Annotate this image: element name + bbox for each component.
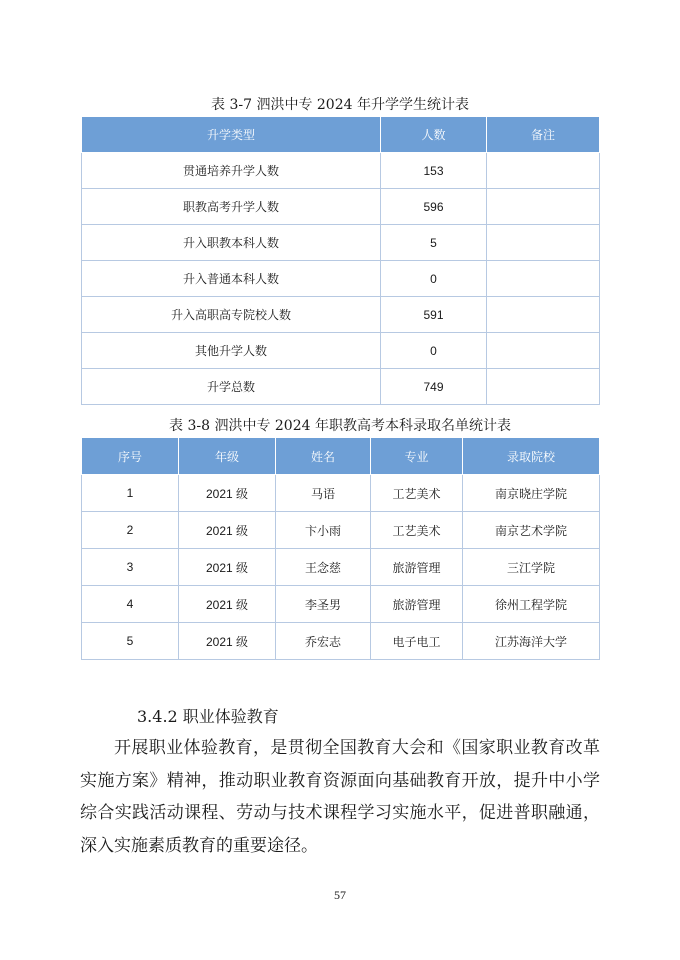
table-cell: 贯通培养升学人数 xyxy=(82,153,381,189)
table-row xyxy=(82,225,600,261)
table-cell: 升入普通本科人数 xyxy=(82,261,381,297)
table-3-7-caption: 表 3-7 泗洪中专 2024 年升学学生统计表 xyxy=(211,97,469,113)
section-heading: 3.4.2 职业体验教育 xyxy=(137,707,279,726)
table-cell: 职教高考升学人数 xyxy=(82,189,381,225)
table-cell xyxy=(487,189,600,225)
table-row xyxy=(82,586,600,623)
table-cell: 南京晓庄学院 xyxy=(463,475,600,512)
table-cell xyxy=(487,297,600,333)
table-cell: 徐州工程学院 xyxy=(463,586,600,623)
table-cell: 升学总数 xyxy=(82,369,381,405)
table-cell xyxy=(487,369,600,405)
table-row xyxy=(82,512,600,549)
table-cell: 旅游管理 xyxy=(371,549,463,586)
table-cell: 596 xyxy=(381,189,487,225)
table-row xyxy=(82,153,600,189)
table-cell: 1 xyxy=(82,475,179,512)
table-cell xyxy=(487,333,600,369)
table-cell: 2021 级 xyxy=(179,623,276,660)
table-cell: 2021 级 xyxy=(179,475,276,512)
table-cell: 江苏海洋大学 xyxy=(463,623,600,660)
table-cell: 153 xyxy=(381,153,487,189)
table-cell: 工艺美术 xyxy=(371,512,463,549)
body-paragraph: 开展职业体验教育，是贯彻全国教育大会和《国家职业教育改革实施方案》精神，推动职业教育资源面向基础教育开放，提升中小学综合实践活动课程、劳动与技术课程学习实施水平，促进普职融通，深入实施素质教育的重要途径。 xyxy=(80,738,600,856)
table-cell: 电子电工 xyxy=(371,623,463,660)
table-cell: 4 xyxy=(82,586,179,623)
table-row xyxy=(82,333,600,369)
table-cell xyxy=(487,225,600,261)
table-cell: 其他升学人数 xyxy=(82,333,381,369)
table-cell: 591 xyxy=(381,297,487,333)
table-row xyxy=(82,475,600,512)
table-cell: 2021 级 xyxy=(179,586,276,623)
table-cell: 卞小雨 xyxy=(276,512,371,549)
table-cell: 0 xyxy=(381,333,487,369)
admission-list-table xyxy=(81,437,600,660)
table-cell: 749 xyxy=(381,369,487,405)
table-cell: 升入职教本科人数 xyxy=(82,225,381,261)
column-header: 姓名 xyxy=(276,438,371,475)
table-cell: 2 xyxy=(82,512,179,549)
table-cell: 旅游管理 xyxy=(371,586,463,623)
table-cell: 三江学院 xyxy=(463,549,600,586)
column-header: 年级 xyxy=(179,438,276,475)
table-cell: 马语 xyxy=(276,475,371,512)
table-header-row xyxy=(82,438,600,475)
table-row xyxy=(82,549,600,586)
table-cell: 2021 级 xyxy=(179,549,276,586)
table-row xyxy=(82,189,600,225)
table-row xyxy=(82,369,600,405)
table-cell: 5 xyxy=(381,225,487,261)
table-cell: 王念慈 xyxy=(276,549,371,586)
table-cell: 2021 级 xyxy=(179,512,276,549)
table-cell: 李圣男 xyxy=(276,586,371,623)
table-cell xyxy=(487,153,600,189)
column-header: 录取院校 xyxy=(463,438,600,475)
table-cell: 升入高职高专院校人数 xyxy=(82,297,381,333)
column-header: 备注 xyxy=(487,117,600,153)
table-cell xyxy=(487,261,600,297)
column-header: 升学类型 xyxy=(82,117,381,153)
column-header: 人数 xyxy=(381,117,487,153)
enrollment-statistics-table xyxy=(81,116,600,405)
page-number: 57 xyxy=(334,888,346,902)
table-row xyxy=(82,261,600,297)
column-header: 专业 xyxy=(371,438,463,475)
table-cell: 南京艺术学院 xyxy=(463,512,600,549)
table-cell: 5 xyxy=(82,623,179,660)
table-header-row xyxy=(82,117,600,153)
table-cell: 乔宏志 xyxy=(276,623,371,660)
table-cell: 工艺美术 xyxy=(371,475,463,512)
table-3-8-caption: 表 3-8 泗洪中专 2024 年职教高考本科录取名单统计表 xyxy=(169,418,511,434)
table-row xyxy=(82,297,600,333)
table-row xyxy=(82,623,600,660)
table-cell: 3 xyxy=(82,549,179,586)
column-header: 序号 xyxy=(82,438,179,475)
table-cell: 0 xyxy=(381,261,487,297)
